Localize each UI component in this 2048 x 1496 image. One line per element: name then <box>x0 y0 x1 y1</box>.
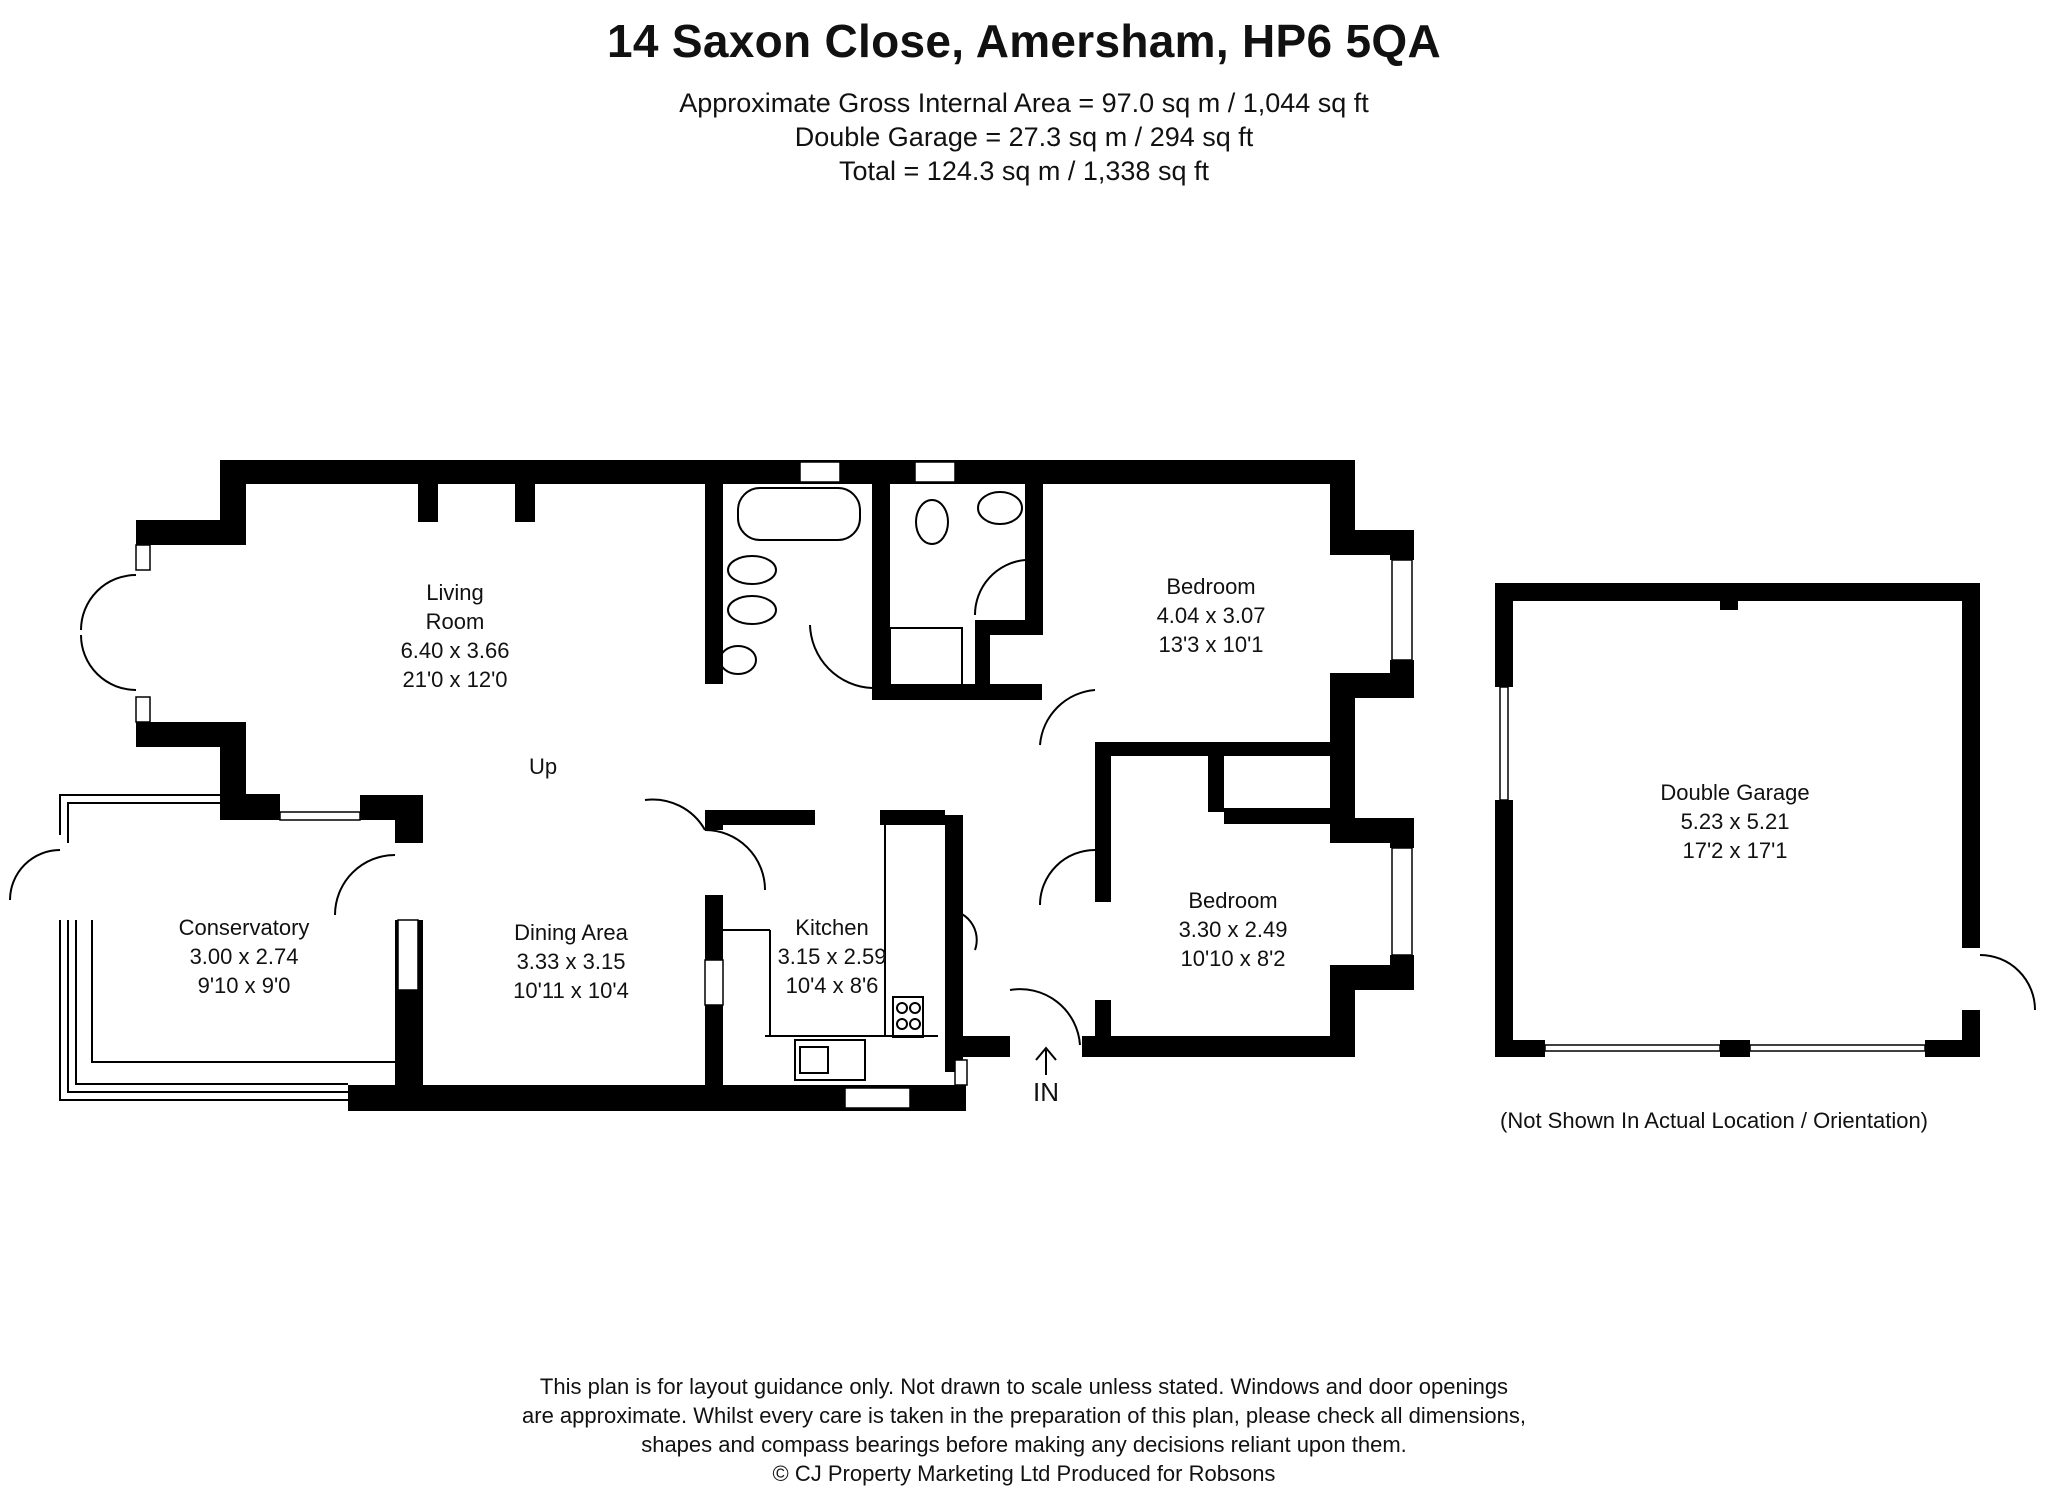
property-title: 14 Saxon Close, Amersham, HP6 5QA <box>607 15 1441 67</box>
garage-name: Double Garage <box>1660 780 1810 805</box>
garage-metric: 5.23 x 5.21 <box>1680 809 1790 834</box>
conservatory-imperial: 9'10 x 9'0 <box>197 973 291 998</box>
garage-imperial: 17'2 x 17'1 <box>1682 838 1788 863</box>
dining-imperial: 10'11 x 10'4 <box>513 978 629 1003</box>
entrance-arrow-icon <box>1036 1048 1056 1075</box>
conservatory-metric: 3.00 x 2.74 <box>189 944 299 969</box>
bedroom1-name: Bedroom <box>1166 574 1256 599</box>
disclaimer-line-2: are approximate. Whilst every care is taken in the preparation of this plan, please check all dimensions, <box>522 1403 1526 1428</box>
copyright-line: © CJ Property Marketing Ltd Produced for Robsons <box>772 1461 1276 1486</box>
bedroom1-metric: 4.04 x 3.07 <box>1156 603 1266 628</box>
kitchen-metric: 3.15 x 2.59 <box>777 944 887 969</box>
living-room-metric: 6.40 x 3.66 <box>400 638 510 663</box>
conservatory-name: Conservatory <box>178 915 310 940</box>
bedroom1-imperial: 13'3 x 10'1 <box>1158 632 1264 657</box>
garage-area: Double Garage = 27.3 sq m / 294 sq ft <box>794 122 1254 152</box>
stairs-label: Up <box>528 754 558 779</box>
kitchen-name: Kitchen <box>795 915 869 940</box>
disclaimer-line-1: This plan is for layout guidance only. Not drawn to scale unless stated. Windows and door openings <box>539 1374 1509 1399</box>
living-room-name-2: Room <box>425 609 485 634</box>
living-room-name-1: Living <box>426 580 484 605</box>
garage-note: (Not Shown In Actual Location / Orientation) <box>1500 1108 1929 1133</box>
bedroom2-name: Bedroom <box>1188 888 1278 913</box>
disclaimer-line-3: shapes and compass bearings before making any decisions reliant upon them. <box>641 1432 1407 1457</box>
total-area: Total = 124.3 sq m / 1,338 sq ft <box>839 156 1209 186</box>
dining-metric: 3.33 x 3.15 <box>516 949 626 974</box>
bedroom2-metric: 3.30 x 2.49 <box>1178 917 1288 942</box>
bedroom2-imperial: 10'10 x 8'2 <box>1180 946 1286 971</box>
gross-internal-area: Approximate Gross Internal Area = 97.0 sq m / 1,044 sq ft <box>679 88 1369 118</box>
dining-name: Dining Area <box>514 920 628 945</box>
kitchen-imperial: 10'4 x 8'6 <box>785 973 879 998</box>
living-room-imperial: 21'0 x 12'0 <box>402 667 508 692</box>
entrance-label: IN <box>1033 1077 1059 1107</box>
house-walls <box>136 460 1414 1111</box>
